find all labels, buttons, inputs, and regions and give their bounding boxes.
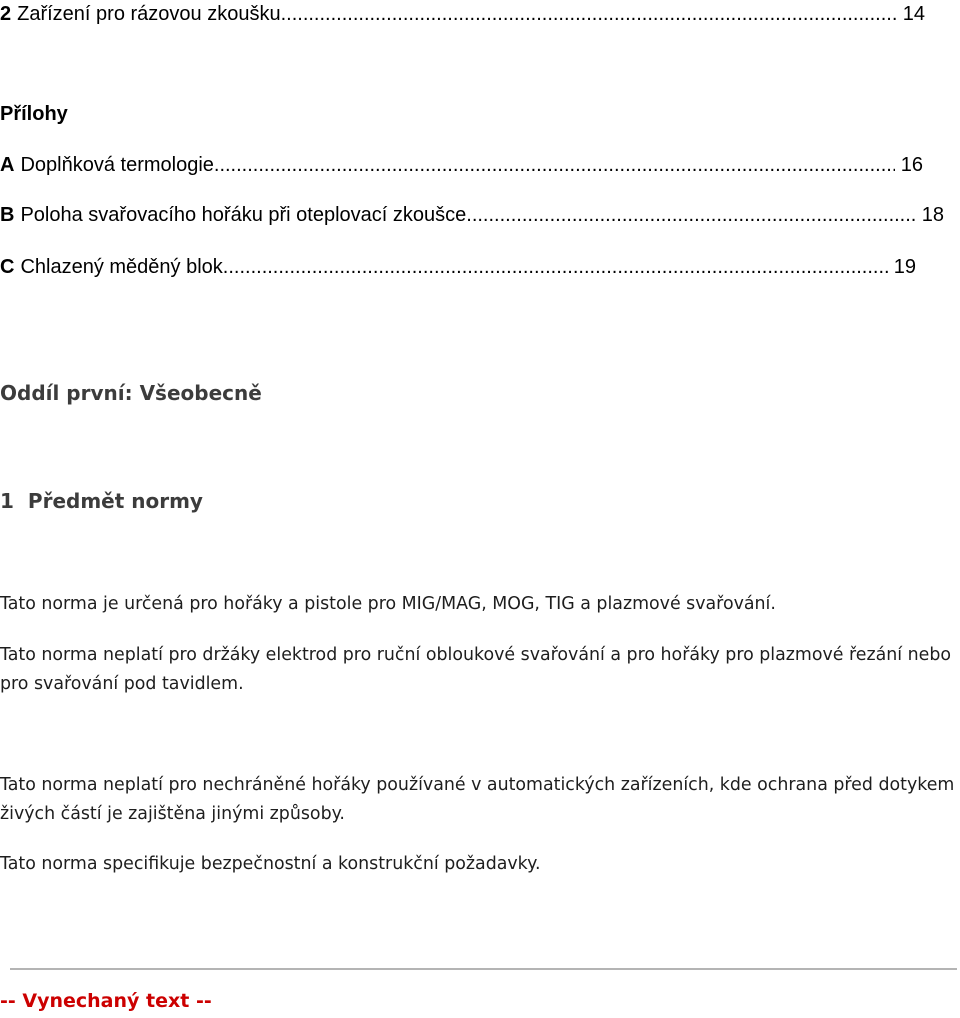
subsection-heading <box>0 487 203 515</box>
appendix-page: 16 <box>900 154 923 176</box>
body-paragraph: Tato norma neplatí pro držáky elektrod pro ruční obloukové svařování a pro hořáky pro plazmové řezání nebo pro svařování pod tavidlem. <box>0 645 952 694</box>
toc-entry-number: 2 <box>0 3 12 25</box>
omitted-text-marker: -- Vynechaný text -- <box>0 990 212 1012</box>
toc-dot-leader <box>281 1 897 27</box>
toc-dot-leader <box>223 254 888 280</box>
body-paragraph: Tato norma specifikuje bezpečnostní a konstrukční požadavky. <box>0 854 541 874</box>
appendix-letter: A <box>0 154 15 176</box>
appendix-page: 18 <box>921 204 944 226</box>
toc-dot-leader <box>214 152 895 178</box>
body-paragraph: Tato norma je určená pro hořáky a pistole pro MIG/MAG, MOG, TIG a plazmové svařování. <box>0 594 776 614</box>
horizontal-divider <box>10 968 957 970</box>
subsection-number: 1 <box>0 489 14 513</box>
appendix-letter: C <box>0 256 15 278</box>
appendix-letter: B <box>0 204 15 226</box>
appendix-title: Doplňková termologie <box>20 154 214 176</box>
appendix-entry[interactable] <box>0 152 923 178</box>
appendix-page: 19 <box>893 256 916 278</box>
body-paragraph: Tato norma neplatí pro nechráněné hořáky používané v automatických zařízeních, kde ochrana před dotykem živých částí je zajištěna jinými způsoby. <box>0 775 955 824</box>
appendix-entry[interactable] <box>0 202 944 228</box>
appendix-title: Chlazený měděný blok <box>20 256 223 278</box>
appendix-title: Poloha svařovacího hořáku při oteplovací zkoušce <box>20 204 467 226</box>
toc-entry[interactable] <box>0 1 925 27</box>
toc-entry-page: 14 <box>902 3 925 25</box>
appendix-entry[interactable] <box>0 254 916 280</box>
toc-dot-leader <box>466 202 915 228</box>
toc-entry-title: Zařízení pro rázovou zkoušku <box>17 3 281 25</box>
appendices-heading: Přílohy <box>0 103 68 125</box>
section-heading: Oddíl první: Všeobecně <box>0 381 262 405</box>
subsection-title: Předmět normy <box>27 489 203 513</box>
